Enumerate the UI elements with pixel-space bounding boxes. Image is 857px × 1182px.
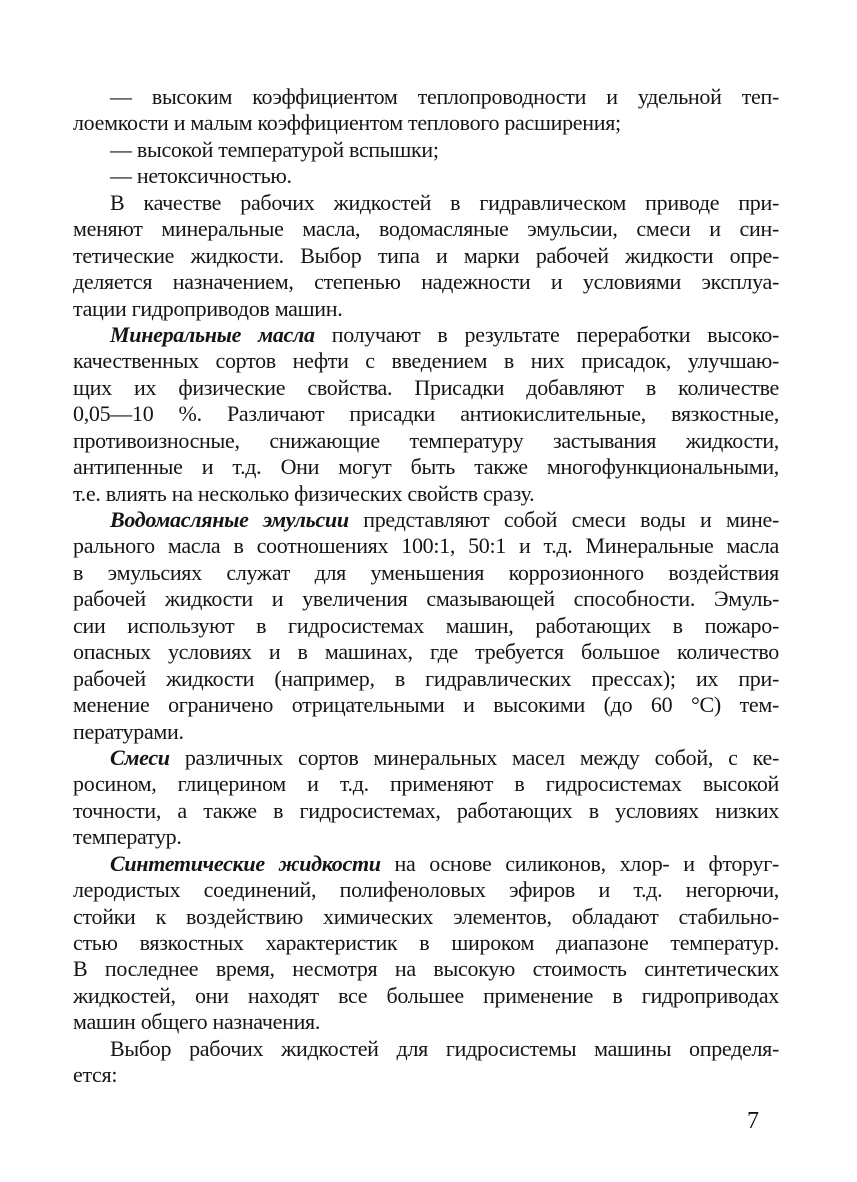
page-number: 7 [747, 1108, 759, 1134]
term-lead: Минеральные масла [110, 321, 315, 347]
text-line: температур. [73, 824, 182, 850]
text-line: точности, а также в гидросистемах, работающих в условиях низких [73, 797, 779, 823]
term-lead: Водомасляные эмульсии [110, 507, 349, 532]
text-line: менение ограничено отрицательными и высокими (до 60 °С) тем- [73, 692, 779, 718]
text-line: деляется назначением, степенью надежности и условиями эксплуа- [73, 269, 779, 295]
text-line [73, 507, 779, 533]
text-line: машин общего назначения. [73, 1009, 321, 1035]
term-lead-rest: получают в результате переработки высоко- [314, 321, 779, 347]
page-text [73, 84, 779, 1089]
text-line: пературами. [73, 718, 184, 744]
text-line: 0,05—10 %. Различают присадки антиокислительные, вязкостные, [73, 401, 779, 427]
paragraph-dash-item-2 [73, 137, 779, 163]
paragraph-fluid-choice [73, 1036, 779, 1089]
text-line: В последнее время, несмотря на высокую стоимость синтетических [73, 956, 779, 982]
text-line: лоемкости и малым коэффициентом теплового расширения; [73, 110, 621, 136]
text-line [73, 745, 779, 771]
paragraph-mixtures [73, 745, 779, 851]
text-line: — нетоксичностью. [110, 163, 292, 189]
text-line: жидкостей, они находят все большее применение в гидроприводах [73, 982, 779, 1008]
text-line: рабочей жидкости (например, в гидравлических прессах); их при- [73, 665, 779, 691]
term-lead-rest: представляют собой смеси воды и мине- [348, 507, 780, 532]
text-line: стью вязкостных характеристик в широком диапазоне температур. [73, 930, 779, 955]
text-line: т.е. влиять на несколько физических свойств сразу. [73, 480, 535, 506]
paragraph-dash-item-3 [73, 163, 779, 189]
term-lead: Смеси [110, 744, 170, 770]
text-line: — высокой температурой вспышки; [110, 136, 439, 162]
text-line: сии используют в гидросистемах машин, работающих в пожаро- [73, 612, 779, 638]
text-line: антипенные и т.д. Они могут быть также многофункциональными, [73, 454, 779, 480]
text-line: ется: [73, 1062, 118, 1088]
paragraph-dash-item-1 [73, 84, 779, 137]
term-lead-rest: на основе силиконов, хлор- и фторуг- [380, 850, 779, 876]
text-line: росином, глицерином и т.д. применяют в гидросистемах высокой [73, 771, 779, 797]
text-line: тации гидроприводов машин. [73, 295, 343, 321]
text-line: Выбор рабочих жидкостей для гидросистемы машины определя- [110, 1035, 779, 1061]
text-line: рального масла в соотношениях 100:1, 50:1 и т.д. Минеральные масла [73, 533, 779, 559]
text-line: меняют минеральные масла, водомасляные эмульсии, смеси и син- [73, 216, 779, 242]
text-line: тетические жидкости. Выбор типа и марки рабочей жидкости опре- [73, 242, 779, 268]
text-line: в эмульсиях служат для уменьшения коррозионного воздействия [73, 559, 779, 585]
term-lead-rest: различных сортов минеральных масел между собой, с ке- [169, 744, 779, 770]
paragraph-mineral-oils [73, 322, 779, 507]
paragraph-working-fluids-intro [73, 190, 779, 322]
term-lead: Синтетические жидкости [110, 850, 381, 876]
text-line: рабочей жидкости и увеличения смазывающей способности. Эмуль- [73, 586, 779, 612]
text-line [73, 322, 779, 348]
text-line: — высоким коэффициентом теплопроводности и удельной теп- [110, 84, 779, 109]
text-line: противоизносные, снижающие температуру застывания жидкости, [73, 427, 779, 453]
paragraph-synthetic-fluids [73, 851, 779, 1036]
text-line: щих их физические свойства. Присадки добавляют в количестве [73, 374, 779, 400]
text-line: леродистых соединений, полифеноловых эфиров и т.д. негорючи, [73, 877, 779, 903]
text-line [73, 851, 779, 877]
text-line: В качестве рабочих жидкостей в гидравлическом приводе при- [110, 189, 779, 215]
paragraph-water-oil-emulsions [73, 507, 779, 745]
text-line: качественных сортов нефти с введением в них присадок, улучшаю- [73, 348, 779, 374]
text-line: стойки к воздействию химических элементов, обладают стабильно- [73, 903, 779, 929]
text-line: опасных условиях и в машинах, где требуется большое количество [73, 639, 779, 665]
